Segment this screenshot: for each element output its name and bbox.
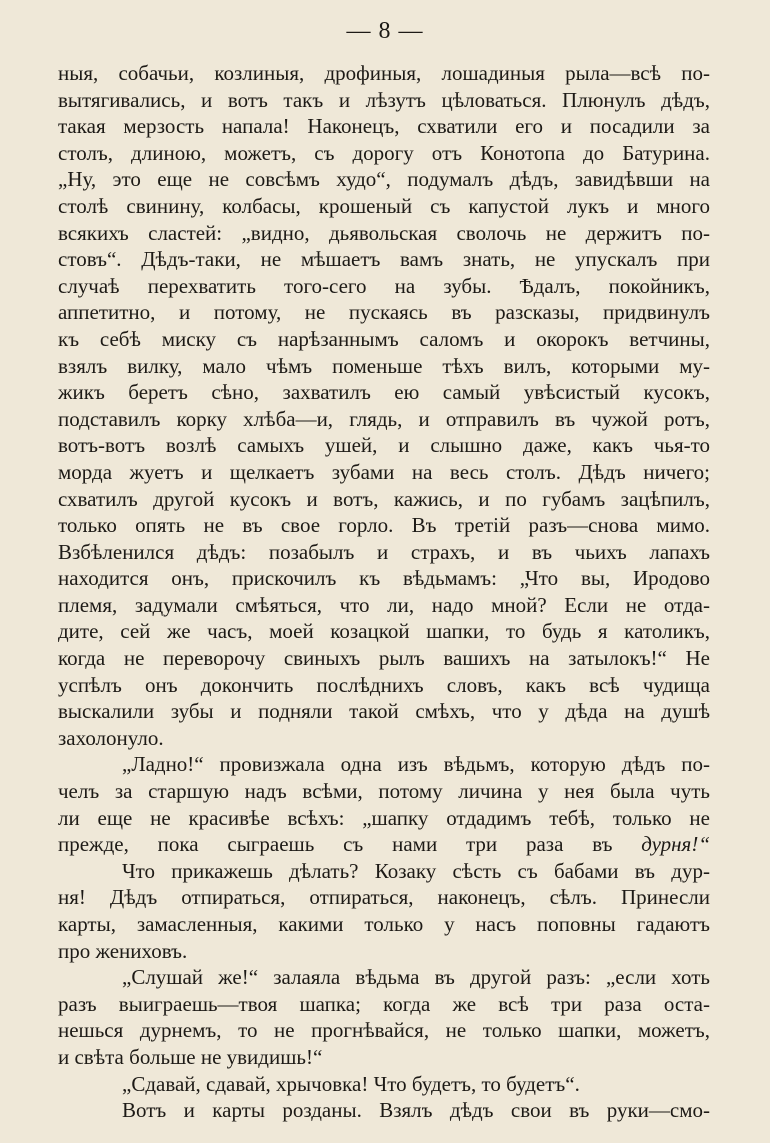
text-line: племя, задумали смѣяться, что ли, надо мной? Если не отда-: [58, 592, 710, 617]
text-line: и свѣта больше не увидишь!“: [58, 1044, 323, 1069]
text-line: когда не переворочу свиныхъ рылъ вашихъ на затылокъ!“ Не: [58, 646, 710, 671]
text-line: аппетитно, и потому, не пускаясь въ разсказы, придвинулъ: [58, 300, 710, 325]
text-line: находится онъ, прискочилъ къ вѣдьмамъ: „Что вы, Иродово: [58, 566, 710, 591]
text-line: Взбѣленился дѣдъ: позабылъ и страхъ, и въ чьихъ лапахъ: [58, 539, 710, 564]
text-line: дите, сей же часъ, моей козацкой шапки, то будь я католикъ,: [58, 619, 710, 644]
text-line-with-italic: [58, 831, 710, 858]
text-line: разъ выиграешь—твоя шапка; когда же всѣ три раза оста-: [58, 991, 710, 1016]
paragraph-first-line: „Ладно!“ провизжала одна изъ вѣдьмъ, которую дѣдъ по-: [122, 752, 710, 777]
text-line: вотъ-вотъ возлѣ самыхъ ушей, и слышно даже, какъ чья-то: [58, 433, 710, 458]
text-line: выскалили зубы и подняли такой смѣхъ, что у дѣда на душѣ: [58, 699, 710, 724]
text-line: столъ, длиною, можетъ, съ дорогу отъ Конотопа до Батурина.: [58, 140, 710, 165]
text-line: захолонуло.: [58, 725, 164, 750]
text-line: подставилъ корку хлѣба—и, глядь, и отправилъ въ чужой ротъ,: [58, 406, 710, 431]
text-line: всякихъ сластей: „видно, дьявольская сволочь не держитъ по-: [58, 220, 710, 245]
paragraph-first-line: „Сдавай, сдавай, хрычовка! Что будетъ, то будетъ“.: [122, 1071, 580, 1096]
text-line: стовъ“. Дѣдъ-таки, не мѣшаетъ вамъ знать, не упускалъ при: [58, 247, 710, 272]
text-line: жикъ беретъ сѣно, захватилъ ею самый увѣсистый кусокъ,: [58, 380, 710, 405]
text-line: ли еще не красивѣе всѣхъ: „шапку отдадимъ тебѣ, только не: [58, 805, 710, 830]
text-line: схватилъ другой кусокъ и вотъ, кажись, и по губамъ зацѣпилъ,: [58, 486, 710, 511]
text-line: карты, замасленныя, какими только у насъ поповны гадаютъ: [58, 912, 710, 936]
text-line: къ себѣ миску съ нарѣзаннымъ саломъ и окорокъ ветчины,: [58, 326, 710, 351]
text-body: [58, 60, 710, 1124]
page-number: — 8 —: [346, 18, 424, 44]
text-line: взялъ вилку, мало чѣмъ поменьше тѣхъ вилъ, которыми му-: [58, 353, 710, 378]
text-line: ня! Дѣдъ отпираться, отпираться, наконецъ, сѣлъ. Принесли: [58, 885, 710, 910]
text-line: „Ну, это еще не совсѣмъ худо“, подумалъ дѣдъ, завидѣвши на: [58, 167, 710, 192]
text-line: нешься дурнемъ, то не прогнѣвайся, не только шапки, можетъ,: [58, 1018, 710, 1043]
text-line: про жениховъ.: [58, 938, 188, 963]
text-line: такая мерзость напала! Наконецъ, схватили его и посадили за: [58, 114, 710, 139]
text-line: морда жуетъ и щелкаетъ зубами на весь столъ. Дѣдъ ничего;: [58, 459, 710, 484]
text-line: ныя, собачьи, козлиныя, дрофиныя, лошадиныя рыла—всѣ по-: [58, 61, 710, 85]
text-line: вытягивались, и вотъ такъ и лѣзутъ цѣловаться. Плюнулъ дѣдъ,: [58, 87, 710, 112]
text-segment: прежде, пока сыграешь съ нами три раза въ: [58, 832, 642, 857]
text-line: только опять не въ свое горло. Въ третій разъ—снова мимо.: [58, 513, 710, 538]
italic-word: дурня!“: [641, 832, 710, 857]
paragraph-first-line: „Слушай же!“ залаяла вѣдьма въ другой разъ: „если хоть: [122, 965, 710, 990]
text-line: случаѣ перехватить того-сего на зубы. Ѣдалъ, покойникъ,: [58, 273, 710, 298]
text-line: столѣ свинину, колбасы, крошеный съ капустой лукъ и много: [58, 193, 710, 218]
text-line: успѣлъ онъ докончить послѣднихъ словъ, какъ всѣ чудища: [58, 672, 710, 697]
text-line: челъ за старшую надъ всѣми, потому личина у нея была чуть: [58, 779, 710, 804]
paragraph-first-line: Вотъ и карты розданы. Взялъ дѣдъ свои въ руки—смо-: [122, 1098, 710, 1123]
paragraph-first-line: Что прикажешь дѣлать? Козаку сѣсть съ бабами въ дур-: [122, 858, 710, 883]
